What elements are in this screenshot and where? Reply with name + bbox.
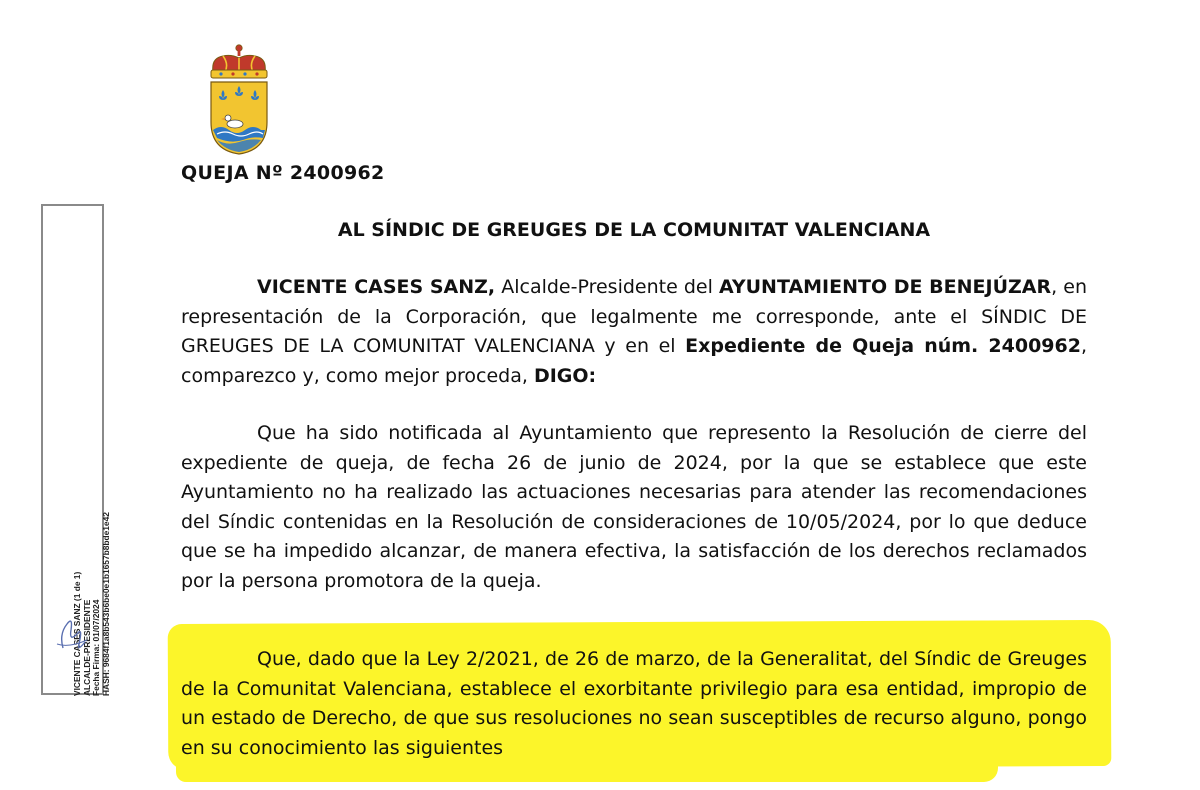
paragraph-law bbox=[181, 645, 1087, 763]
paragraph-text: Alcalde-Presidente del bbox=[495, 276, 719, 298]
digo-keyword: DIGO: bbox=[533, 364, 597, 387]
paragraph-text: Que ha sido notificada al Ayuntamiento que represento la Resolución de cierre del expediente de queja, de fecha 26 de junio de 2024, por la que se establece que este Ayuntamiento no ha realizado las actuaciones necesarias para atender las recomendaciones del Síndic contenidas en la Resolución de consideraciones de 10/05/2024, por lo que deduce que se ha impedido alcanzar, de manera efectiva, la satisfacción de los derechos reclamados por la persona promotora de la queja. bbox=[181, 422, 1087, 592]
case-reference: Expediente de Queja núm. 2400962 bbox=[685, 335, 1081, 357]
paragraph-text: , comparezco y, como mejor proceda, bbox=[181, 335, 1087, 387]
electronic-signature-stamp bbox=[41, 204, 111, 696]
signature-stamp-text bbox=[73, 496, 111, 696]
addressee-heading: AL SÍNDIC DE GREUGES DE LA COMUNITAT VALENCIANA bbox=[337, 219, 931, 241]
paragraph-appearance bbox=[181, 273, 1087, 391]
signer-line: VICENTE CASES SANZ (1 de 1) bbox=[72, 571, 82, 696]
paragraph-text: Que, dado que la Ley 2/2021, de 26 de marzo, de la Generalitat, del Síndic de Greuges de la Comunitat Valenciana, establece el exorbitante privilegio para esa entidad, impropio de un estado de Derecho, de que sus resoluciones no sean susceptibles de recurso alguno, pongo en su conocimiento las siguientes bbox=[181, 648, 1087, 759]
signatory-name: VICENTE CASES SANZ, bbox=[257, 276, 496, 298]
signature-date: Fecha Firma: 01/07/2024 bbox=[91, 599, 101, 696]
signature-hash: HASH: 9684f1a8b543b6be0e1b1657b8bde1e42 bbox=[100, 512, 111, 696]
complaint-number: QUEJA Nº 2400962 bbox=[181, 162, 385, 184]
signer-role: ALCALDE-PRESIDENTE bbox=[81, 599, 92, 696]
signature-icon bbox=[49, 604, 95, 658]
paragraph-text: , en representación de la Corporación, que legalmente me corresponde, ante el SÍNDIC DE GREUGES DE LA COMUNITAT VALENCIANA y en el bbox=[181, 276, 1087, 357]
coat-of-arms-icon bbox=[203, 44, 275, 156]
paragraph-notification bbox=[181, 419, 1087, 596]
municipality-name: AYUNTAMIENTO DE BENEJÚZAR bbox=[718, 276, 1052, 298]
